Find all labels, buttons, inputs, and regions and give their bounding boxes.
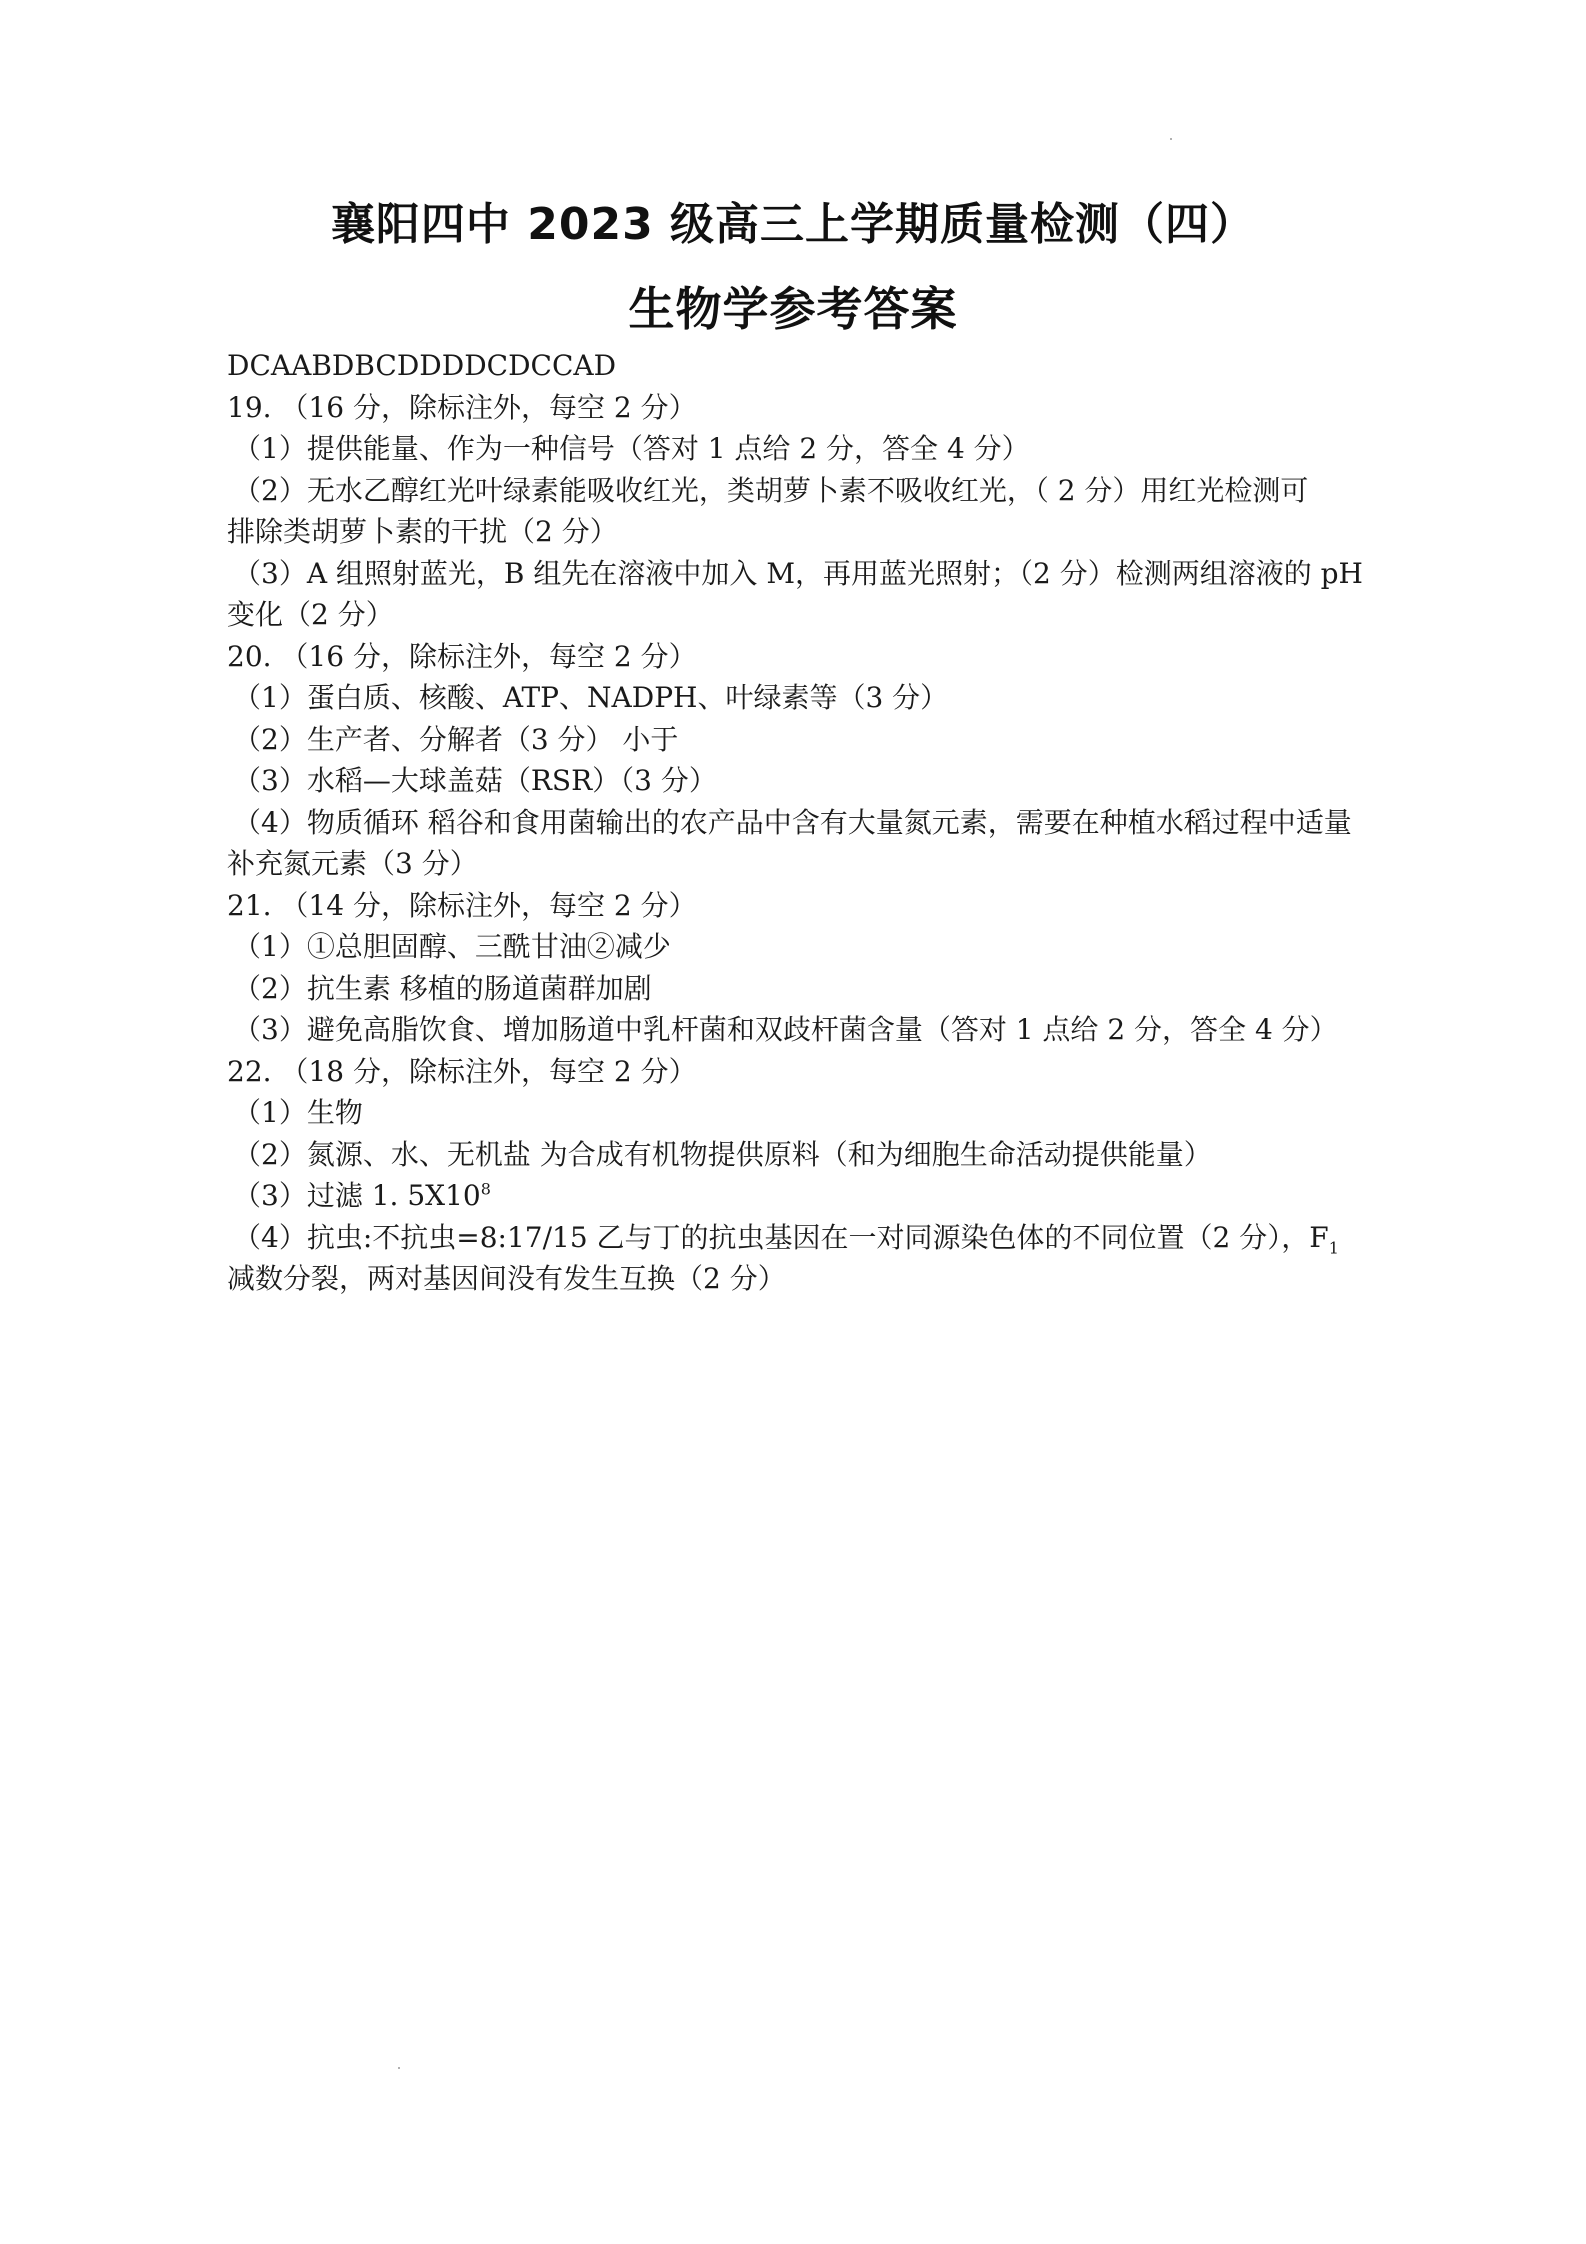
page-subtitle: 生物学参考答案 [628, 282, 958, 336]
q19-heading: 19. （16 分，除标注外，每空 2 分） [227, 390, 697, 424]
page-title: 襄阳四中 2023 级高三上学期质量检测（四） [330, 199, 1256, 250]
q22-part4-text: （4）抗虫:不抗虫=8:17/15 乙与丁的抗虫基因在一对同源染色体的不同位置（2 分），F [233, 1220, 1329, 1254]
scan-speck [398, 2067, 400, 2069]
answer-body [227, 345, 1367, 1300]
choice-answer-key: DCAABDBCDDDDCDCCAD [227, 349, 617, 382]
exponent: 8 [480, 1179, 491, 1199]
q20-part4-line2: 补充氮元素（3 分） [227, 847, 478, 880]
q20-part2: （2）生产者、分解者（3 分） 小于 [233, 722, 679, 756]
q20-part4-line1: （4）物质循环 稻谷和食用菌输出的农产品中含有大量氮元素，需要在种植水稻过程中适量 [233, 805, 1352, 839]
subscript: 1 [1328, 1238, 1339, 1258]
scan-speck [1170, 138, 1172, 140]
q22-part4-line1 [227, 1217, 1367, 1259]
q19-part3-line1: （3）A 组照射蓝光，B 组先在溶液中加入 M，再用蓝光照射；（2 分）检测两组溶液的 pH [233, 556, 1363, 590]
q22-part2: （2）氮源、水、无机盐 为合成有机物提供原料（和为细胞生命活动提供能量） [233, 1137, 1212, 1171]
q22-part3 [227, 1175, 1367, 1217]
q21-part3: （3）避免高脂饮食、增加肠道中乳杆菌和双歧杆菌含量（答对 1 点给 2 分，答全 4 分） [233, 1013, 1338, 1046]
q20-part1: （1）蛋白质、核酸、ATP、NADPH、叶绿素等（3 分） [233, 681, 949, 714]
q20-part3: （3）水稻—大球盖菇（RSR）（3 分） [233, 764, 717, 797]
q22-heading: 22. （18 分，除标注外，每空 2 分） [227, 1054, 697, 1088]
q22-part1: （1）生物 [233, 1096, 363, 1129]
q21-part1: （1）①总胆固醇、三酰甘油②减少 [233, 930, 671, 963]
q21-heading: 21. （14 分，除标注外，每空 2 分） [227, 888, 697, 922]
q19-part2-line1: （2）无水乙醇红光叶绿素能吸收红光，类胡萝卜素不吸收红光，（ 2 分）用红光检测可 [233, 473, 1309, 507]
q22-part4-line2: 减数分裂，两对基因间没有发生互换（2 分） [227, 1262, 786, 1295]
q21-part2: （2）抗生素 移植的肠道菌群加剧 [233, 971, 652, 1005]
q19-part2-line2: 排除类胡萝卜素的干扰（2 分） [227, 515, 618, 548]
q19-part3-line2: 变化（2 分） [227, 598, 394, 631]
q22-part3-text: （3）过滤 1. 5X10 [233, 1179, 481, 1212]
q19-part1: （1）提供能量、作为一种信号（答对 1 点给 2 分，答全 4 分） [233, 432, 1030, 465]
q20-heading: 20. （16 分，除标注外，每空 2 分） [227, 639, 697, 673]
